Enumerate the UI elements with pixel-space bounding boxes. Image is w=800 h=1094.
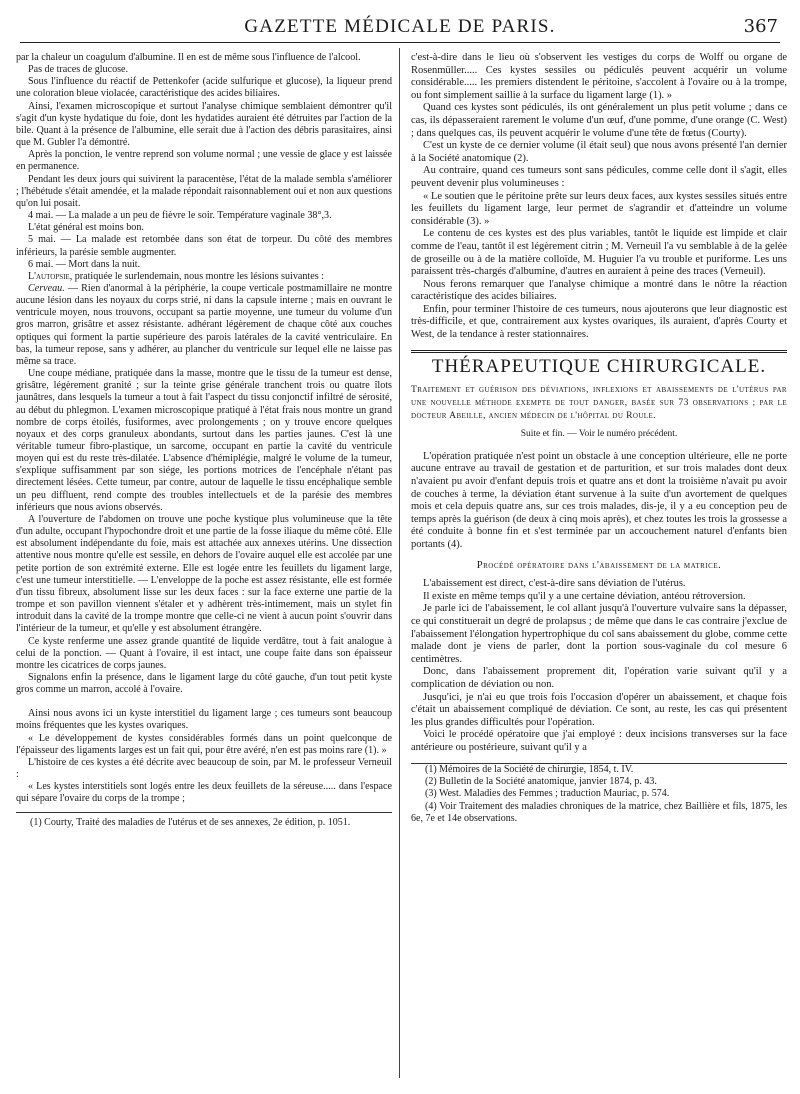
paragraph: Signalons enfin la présence, dans le ligament large du côté gauche, d'un tout petit kyste gros comme un marron, accolé à l'ovaire. [16, 671, 392, 696]
paragraph: 4 mai. — La malade a un peu de fièvre le soir. Température vaginale 38°,3. [28, 210, 332, 222]
paragraph-text: — Rien d'anormal à la périphérie, la coupe verticale postmamillaire ne montre aucune lésion dans les noyaux du corps strié, ni dans la capsule interne ; mais en ouvrant le ventricule moyen, nous trouvons, occupant sa partie moyenne, une tumeur du volume d'un gros marron, grisâtre et assez résistante. adhérant légèrement de chaque côté aux couches optiques qui forment la partie supérieure des parois latérales de la cavité ventriculaire. En bas, la tumeur repose, sans y adhérer, au plancher du ventricule sur lequel elle ne laisse pas même sa trace. [16, 282, 392, 367]
page-header [20, 8, 780, 43]
paragraph: Enfin, pour terminer l'histoire de ces tumeurs, nous ajouterons que leur diagnostic est très-difficile, et que, contrairement aux kystes ovariques, ils auraient, d'après Courty et West, de la tendance à rester stationnaires. [411, 303, 787, 341]
left-column [16, 52, 392, 829]
quote: « Les kystes interstitiels sont logés entre les deux feuillets de la séreuse..... dans l'espace qui sépare l'ovaire du corps de la trompe ; [16, 781, 392, 805]
footnote: (2) Bulletin de la Société anatomique, janvier 1874, p. 43. [425, 775, 657, 787]
paragraph: Jusqu'ici, je n'ai eu que trois fois l'occasion d'opérer un abaissement, et chaque fois c'était un abaissement compliqué de déviation. Ce sont, au reste, les cas qui présentent les plus grandes difficultés pour l'opération. [411, 691, 787, 728]
paragraph: A l'ouverture de l'abdomen on trouve une poche kystique plus volumineuse que la tête d'un adulte, occupant l'hypochondre droit et une partie de la fosse iliaque du même côté. Elle est absolument indépendante du foie, mais est attachée aux annexes utérins. Une dissection attentive nous montre qu'elle est sessile, en dehors de l'ovaire auquel elle est accolée par une petite portion de son extrémité externe. Elle est logée entre les feuillets du ligament large, c'est une tumeur interstitielle. — L'enveloppe de la poche est assez résistante, elle est formée d'un tissu fibreux, absolument lisse sur les deux faces : sur la face externe une partie de la trompe et son pavillon viennent s'étaler et y adhèrent très-intimement, mais un stylet fin introduit dans la cavité de la trompe montre que celle-ci ne vient à aucun point s'ouvrir dans l'intérieur de la tumeur, et qu'elle y est absolument étrangère. [16, 513, 392, 635]
paragraph: Nous ferons remarquer que l'analyse chimique a montré dans le nôtre la réaction caractéristique des acides biliaires. [411, 278, 787, 303]
paragraph: Pendant les deux jours qui suivirent la paracentèse, l'état de la malade sembla s'améliorer ; l'hébétude s'était amendée, et la malade répondait raisonnablement oui et non aux questions qu'on lui posait. [16, 173, 392, 209]
continuation-note: Suite et fin. — Voir le numéro précédent. [520, 429, 678, 440]
footnote-rule [16, 812, 392, 813]
paragraph: Voici le procédé opératoire que j'ai employé : deux incisions transverses sur la face antérieure ou postérieure, suivant qu'il y a [411, 729, 787, 753]
paragraph: Une coupe médiane, pratiquée dans la masse, montre que le tissu de la tumeur est dense, grisâtre, légèrement granité ; sur la teinte grise générale tranchent trois ou quatre îlots jaunâtres, dans lesquels la tumeur a tout à fait l'aspect du tissu conjonctif infiltré de sérosité, au début du phlegmon. L'examen microscopique pratiqué à l'état frais nous montre un grand nombre de corps étoilés, fusiformes, avec prolongements ; on y trouve encore quelques noyaux et des corps granuleux abondants, surtout dans les parties jaunes. C'est là une véritable tumeur fibro-plastique, un sarcome, occupant en partie la cavité du ventricule moyen qui est du reste très-dilatée. L'absence d'hémiplégie, malgré le volume de la tumeur, s'explique suffisamment par son siége, les portions motrices de l'encéphale n'étant pas directement lésées. Cette tumeur, par contre, autour de laquelle le tissu encéphalique semble un peu diffluent, rend compte des troubles intellectuels et de la parésie des membres inférieurs que nous avions observés. [16, 368, 392, 513]
paragraph: C'est un kyste de ce dernier volume (il était seul) que nous avons présenté l'an dernier à la Société anatomique (2). [411, 140, 787, 164]
page-number: 367 [743, 16, 778, 37]
paragraph: Il existe en même temps qu'il y a une certaine déviation, antéou rétroversion. [423, 590, 746, 602]
paragraph: 6 mai. — Mort dans la nuit. [28, 258, 141, 270]
paragraph: Quand ces kystes sont pédiculés, ils ont généralement un plus petit volume ; dans ce cas, ils dépasseraient rarement le volume d'un œuf, d'une pomme, d'une orange (C. West) ; dans quelques cas, ils peuvent acquérir le volume d'une tête de fœtus (Courty). [411, 102, 787, 139]
paragraph: L'opération pratiquée n'est point un obstacle à une conception ultérieure, elle ne porte aucune entrave au travail de gestation et de parturition, et sur trois malades dont deux n'avaient pu avoir d'enfant depuis trois et quatre ans et dont la troisième n'avait pu avoir de couches à terme, la déviation étant survenue à la suite d'un avortement de quelques mois et cela depuis quatre ans, sur ces trois malades, dis-je, il y a eu conception peu de temps après la guérison (de deux à cinq mois après), et chez toutes les trois la grossesse a été conduite à bonne fin et s'est terminée par un accouchement naturel d'enfants bien portants (4). [411, 450, 787, 550]
paragraph: Ainsi, l'examen microscopique et surtout l'analyse chimique semblaient démontrer qu'il s'agit d'un kyste hydatique du foie, dont les hydatides auraient été détruites par l'action de la bile. Quant à la présence de l'albumine, elle serait due à l'action des débris parasitaires, ainsi que M. Gubler l'a démontré. [16, 100, 392, 149]
paragraph [16, 271, 392, 283]
paragraph: Pas de traces de glucose. [28, 64, 129, 76]
footnote: (1) Courty, Traité des maladies de l'utérus et de ses annexes, 2e édition, p. 1051. [30, 816, 351, 828]
quote: « Le développement de kystes considérables formés dans un point quelconque de l'épaisseur des ligaments larges est un fait qui, pour être avéré, n'en est pas moins rare (1). » [16, 732, 392, 756]
paragraph: par la chaleur un coagulum d'albumine. Il en est de même sous l'influence de l'alcool. [16, 52, 361, 63]
journal-title: GAZETTE MÉDICALE DE PARIS. [244, 16, 556, 37]
paragraph [16, 283, 392, 368]
footnote: (4) Voir Traitement des maladies chroniques de la matrice, chez Baillière et fils, 1875, les 6e, 7e et 14e observations. [411, 800, 787, 825]
paragraph: c'est-à-dire dans le lieu où s'observent les vestiges du corps de Wolff ou organe de Rosenmüller..... Ces kystes sessiles ou pédiculés peuvent acquérir un volume considérable..... les premiers distendent le péritoine, s'accolent à l'ovaire ou à la trompe, ou font simplement saillie à la surface du ligament large (1). » [411, 52, 787, 101]
right-column [411, 52, 787, 826]
paragraph: L'état général est moins bon. [28, 222, 144, 234]
section-rule [411, 350, 787, 353]
article-title: Traitement et guérison des déviations, inflexions et abaissements de l'utérus par une nouvelle méthode exempte de tout danger, basée sur 73 observations ; par le docteur Abeille, ancien médecin de l'hôpital du Roule. [411, 384, 787, 422]
autopsy-lead: L'autopsie, [28, 270, 73, 282]
paragraph: L'histoire de ces kystes a été décrite avec beaucoup de soin, par M. le professeur Verneuil : [16, 756, 392, 781]
paragraph: Donc, dans l'abaissement proprement dit, l'opération varie suivant qu'il y a complication de déviation ou non. [411, 666, 787, 690]
paragraph-text: pratiquée le surlendemain, nous montre les lésions suivantes : [72, 270, 324, 282]
paragraph: Après la ponction, le ventre reprend son volume normal ; une vessie de glace y est laissée en permanence. [16, 149, 392, 173]
paragraph: 5 mai. — La malade est retombée dans son état de torpeur. Du côté des membres inférieurs, la parésie semble augmenter. [16, 234, 392, 258]
paragraph: Sous l'influence du réactif de Pettenkofer (acide sulfurique et glucose), la liqueur prend une coloration bleue violacée, caractéristique des acides biliaires. [16, 76, 392, 100]
footnote: (1) Mémoires de la Société de chirurgie, 1854, t. IV. [425, 763, 634, 775]
paragraph: L'abaissement est direct, c'est-à-dire sans déviation de l'utérus. [423, 578, 686, 590]
quote: « Le soutien que le péritoine prête sur leurs deux faces, aux kystes sessiles situés entre les feuillets du ligament large, leur permet de s'agrandir et d'atteindre un volume considérable (3). » [411, 190, 787, 227]
paragraph: Ainsi nous avons ici un kyste interstitiel du ligament large ; ces tumeurs sont beaucoup moins fréquentes que les kystes ovariques. [16, 708, 392, 732]
subheading: Procédé opératoire dans l'abaissement de la matrice. [476, 559, 722, 571]
footnote: (3) West. Maladies des Femmes ; traduction Mauriac, p. 574. [425, 788, 670, 800]
column-divider [399, 48, 400, 1078]
paragraph: Je parle ici de l'abaissement, le col allant jusqu'à l'ouverture vulvaire sans la dépasser, ce qui constituerait un degré de prolapsus ; de même que dans le cas contraire j'exclue de l'abaissement l'élongation hypertrophique du col sans abaissement du globe, comme cette malade dont je viens de parler, dont la portion sous-vaginale du col mesure 6 centimètres. [411, 603, 787, 665]
cerveau-lead: Cerveau. [28, 282, 65, 294]
section-title: THÉRAPEUTIQUE CHIRURGICALE. [431, 355, 767, 377]
paragraph: Le contenu de ces kystes est des plus variables, tantôt le liquide est limpide et clair comme de l'eau, tantôt il est légèrement citrin ; M. Verneuil l'a vu semblable à de la gelée de groseille ou à de la matière colloïde, M. Huguier l'a vu trouble et puriforme. Les uns paraissent très-chargés d'albumine, d'autres en auraient à peine des traces (Verneuil). [411, 228, 787, 278]
paragraph: Au contraire, quand ces tumeurs sont sans pédicules, comme celle dont il s'agit, elles peuvent devenir plus volumineuses : [411, 165, 787, 189]
paragraph: Ce kyste renferme une assez grande quantité de liquide verdâtre, tout à fait analogue à celui de la ponction. — Quant à l'ovaire, il est intact, une coupe faite dans son épaisseur montre les cicatrices de corps jaunes. [16, 635, 392, 671]
